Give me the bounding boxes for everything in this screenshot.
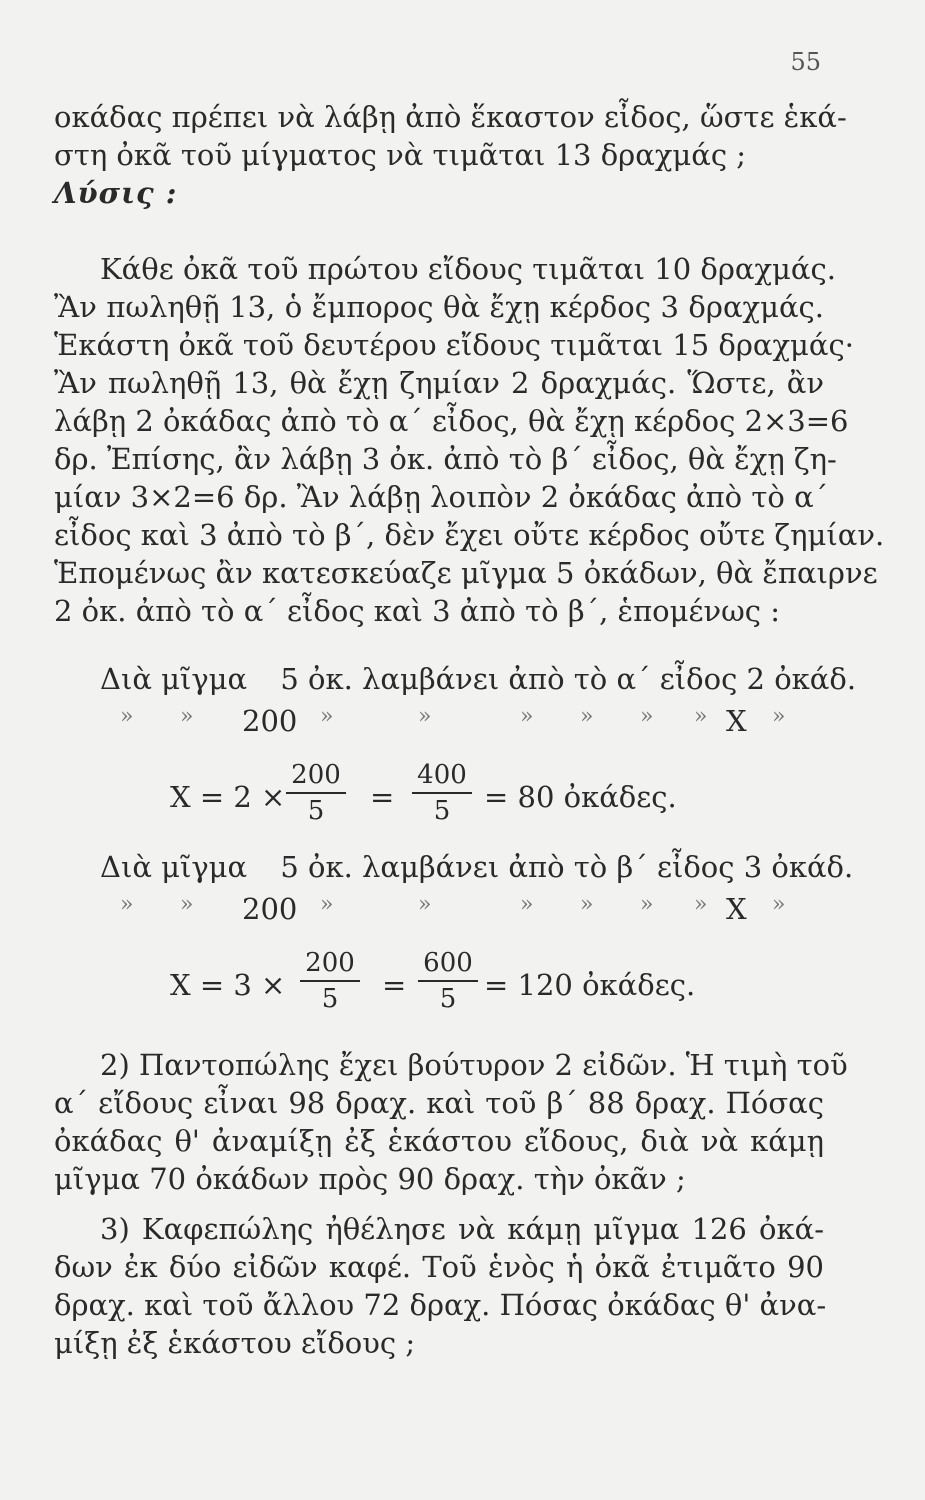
fraction: $\frac{600}{5}$ xyxy=(418,948,478,1014)
page-number: 55 xyxy=(790,48,821,76)
text-line: μίξῃ ἐξ ἑκάστου εἴδους ; xyxy=(54,1326,416,1360)
text-line: Κάθε ὀκᾶ τοῦ πρώτου εἴδους τιμᾶται 10 δραχμάς. xyxy=(100,252,836,286)
text-line: εἶδος καὶ 3 ἀπὸ τὸ β΄, δὲν ἔχει οὔτε κέρδος οὔτε ζημίαν. xyxy=(54,518,885,552)
fraction: $\frac{200}{5}$ xyxy=(300,948,360,1014)
text-line: 2) Παντοπώλης ἔχει βούτυρον 2 εἰδῶν. Ἡ τιμὴ τοῦ xyxy=(100,1048,848,1082)
text-line: 3) Καφεπώλης ἠθέλησε νὰ κάμῃ μῖγμα 126 ὀκά- xyxy=(100,1212,824,1246)
text-line: δων ἐκ δύο εἰδῶν καφέ. Τοῦ ἑνὸς ἡ ὀκᾶ ἐτιμᾶτο 90 xyxy=(54,1250,824,1284)
text-line: λάβῃ 2 ὀκάδας ἀπὸ τὸ α΄ εἶδος, θὰ ἔχῃ κέρδος 2×3=6 xyxy=(54,404,849,438)
intro-paragraph xyxy=(54,98,847,212)
text-line: Ἂν πωληθῇ 13, ὁ ἔμπορος θὰ ἔχῃ κέρδος 3 δραχμάς. xyxy=(54,290,824,324)
proportion-row: Διὰ μῖγμα 5 ὀκ. λαμβάνει ἀπὸ τὸ α΄ εἶδος 2 ὀκάδ. xyxy=(100,662,857,696)
text-line: α΄ εἴδους εἶναι 98 δραχ. καὶ τοῦ β΄ 88 δραχ. Πόσας xyxy=(54,1086,824,1120)
text-line: Ἑπομένως ἂν κατεσκεύαζε μῖγμα 5 ὀκάδων, θὰ ἔπαιρνε xyxy=(54,556,878,590)
text-line: μίαν 3×2=6 δρ. Ἂν λάβῃ λοιπὸν 2 ὀκάδας ἀπὸ τὸ α΄ xyxy=(54,480,829,514)
text-line: ὀκάδας θ' ἀναμίξῃ ἐξ ἑκάστου εἴδους, διὰ νὰ κάμῃ xyxy=(54,1124,824,1158)
problem-2 xyxy=(54,1046,848,1198)
solution-paragraph xyxy=(54,250,885,630)
text-line: Ἑκάστη ὀκᾶ τοῦ δευτέρου εἴδους τιμᾶται 15 δραχμάς· xyxy=(54,328,854,362)
text-line: στη ὀκᾶ τοῦ μίγματος νὰ τιμᾶται 13 δραχμάς ; xyxy=(54,138,747,172)
text-line: 2 ὀκ. ἀπὸ τὸ α΄ εἶδος καὶ 3 ἀπὸ τὸ β΄, ἑπομένως : xyxy=(54,594,780,628)
solution-heading: Λύσις : xyxy=(54,176,178,210)
text-line: μῖγμα 70 ὀκάδων πρὸς 90 δραχ. τὴν ὀκᾶν ; xyxy=(54,1162,686,1196)
text-line: Ἂν πωληθῇ 13, θὰ ἔχῃ ζημίαν 2 δραχμάς. Ὥστε, ἂν xyxy=(54,366,824,400)
fraction: $\frac{400}{5}$ xyxy=(412,760,472,826)
problem-3 xyxy=(54,1210,827,1362)
text-line: οκάδας πρέπει νὰ λάβῃ ἀπὸ ἕκαστον εἶδος, ὥστε ἑκά- xyxy=(54,100,847,134)
proportion-row: Διὰ μῖγμα 5 ὀκ. λαμβάνει ἀπὸ τὸ β΄ εἶδος 3 ὀκάδ. xyxy=(100,850,854,884)
fraction: $\frac{200}{5}$ xyxy=(286,760,346,826)
text-line: δρ. Ἐπίσης, ἂν λάβῃ 3 ὀκ. ἀπὸ τὸ β΄ εἶδος, θὰ ἔχῃ ζη- xyxy=(54,442,837,476)
text-line: δραχ. καὶ τοῦ ἄλλου 72 δραχ. Πόσας ὀκάδας θ' ἀνα- xyxy=(54,1288,827,1322)
